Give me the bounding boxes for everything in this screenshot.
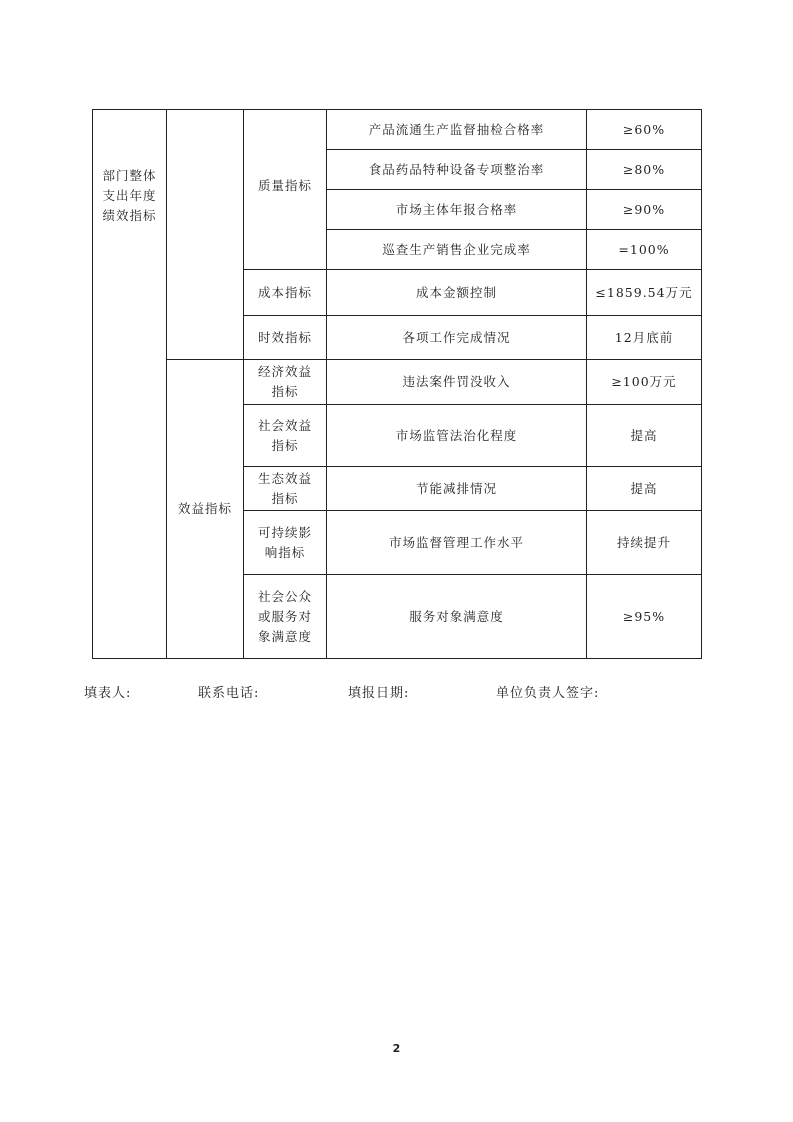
indicator-cell: 节能减排情况 <box>327 467 587 511</box>
footer-signer-label: 单位负责人签字: <box>496 686 600 701</box>
indicator-cell: 产品流通生产监督抽检合格率 <box>327 110 587 150</box>
indicator-cell: 违法案件罚没收入 <box>327 360 587 405</box>
level2-benefit-cell <box>167 360 244 659</box>
level3-satisfaction-cell: 社会公众或服务对象满意度 <box>244 575 327 659</box>
table-row <box>93 110 702 150</box>
value-cell: ≤1859.54万元 <box>587 270 702 316</box>
footer-filler-label: 填表人: <box>84 686 132 701</box>
level3-cost-cell: 成本指标 <box>244 270 327 316</box>
level2-output-cell <box>167 110 244 360</box>
level3-sustainable-cell: 可持续影响指标 <box>244 511 327 575</box>
value-cell: 持续提升 <box>587 511 702 575</box>
level3-social-cell: 社会效益指标 <box>244 405 327 467</box>
indicator-cell: 成本金额控制 <box>327 270 587 316</box>
indicator-cell: 市场主体年报合格率 <box>327 190 587 230</box>
performance-table <box>92 109 702 659</box>
value-cell: ≥60% <box>587 110 702 150</box>
footer-date-label: 填报日期: <box>348 686 410 701</box>
level3-quality-cell <box>244 110 327 270</box>
value-cell: ≥90% <box>587 190 702 230</box>
level1-indicator-cell <box>93 110 167 659</box>
page-number: 2 <box>392 1042 401 1055</box>
indicator-cell: 市场监管法治化程度 <box>327 405 587 467</box>
value-cell: ≥80% <box>587 150 702 190</box>
indicator-cell: 市场监督管理工作水平 <box>327 511 587 575</box>
level3-economic-cell: 经济效益指标 <box>244 360 327 405</box>
indicator-cell: 巡查生产销售企业完成率 <box>327 230 587 270</box>
value-cell: =100% <box>587 230 702 270</box>
value-cell: 提高 <box>587 405 702 467</box>
footer-phone-label: 联系电话: <box>198 686 260 701</box>
level3-ecological-cell: 生态效益指标 <box>244 467 327 511</box>
value-cell: 提高 <box>587 467 702 511</box>
table-row <box>93 360 702 405</box>
value-cell: 12月底前 <box>587 316 702 360</box>
indicator-cell: 各项工作完成情况 <box>327 316 587 360</box>
value-cell: ≥95% <box>587 575 702 659</box>
level3-label: 质量指标 <box>257 178 312 193</box>
value-cell: ≥100万元 <box>587 360 702 405</box>
level1-indicator-label: 部门整体支出年度绩效指标 <box>102 168 157 223</box>
indicator-cell: 食品药品特种设备专项整治率 <box>327 150 587 190</box>
level3-timeliness-cell: 时效指标 <box>244 316 327 360</box>
level2-label: 效益指标 <box>177 501 232 516</box>
indicator-cell: 服务对象满意度 <box>327 575 587 659</box>
